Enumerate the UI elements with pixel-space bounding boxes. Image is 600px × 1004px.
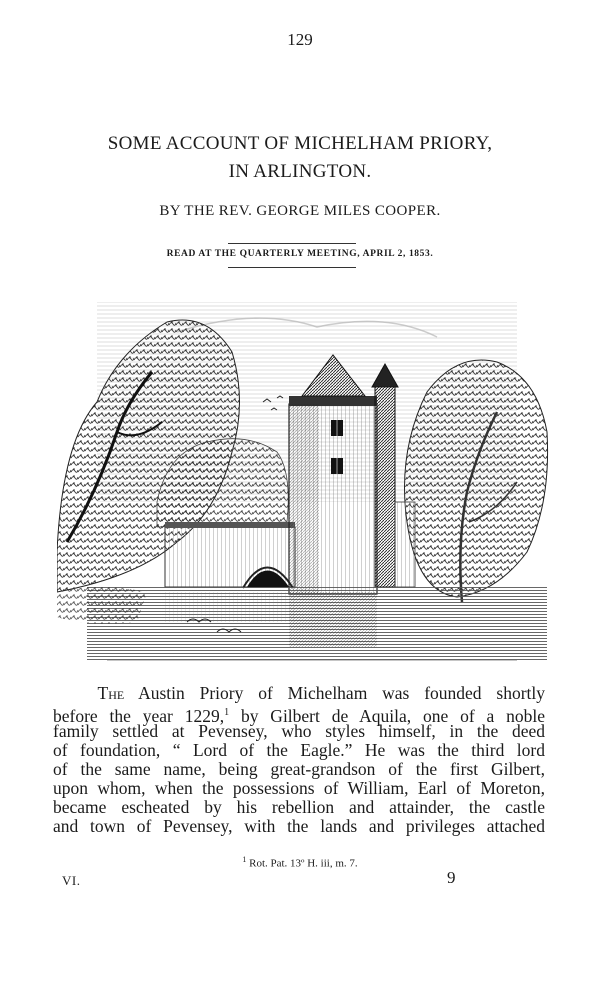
title-line-2: IN ARLINGTON. <box>228 161 372 182</box>
footnote-text: Rot. Pat. 13º H. iii, m. 7. <box>246 857 358 870</box>
footnote-marker: 1 <box>242 855 247 864</box>
volume-signature: VI. <box>62 873 81 888</box>
read-at-note: READ AT THE QUARTERLY MEETING, APRIL 2, 1853. <box>166 249 434 259</box>
footnote <box>0 855 600 870</box>
priory-engraving <box>57 292 551 666</box>
body-paragraph <box>53 684 545 836</box>
body-line-2-end: by Gilbert de Aquila, one of a noble <box>229 705 545 726</box>
body-line-4: of foundation, “ Lord of the Eagle.” He was the third lord <box>53 740 545 760</box>
body-line-3: family settled at Pevensey, who styles himself, in the deed <box>53 721 545 741</box>
body-line-2 <box>53 703 545 726</box>
stair-turret <box>375 387 395 587</box>
body-line-7: became escheated by his rebellion and attainder, the castle <box>53 797 545 817</box>
body-line-2-start: before the year 1229, <box>53 705 225 726</box>
body-line-6: upon whom, when the possessions of William, Earl of Moreton, <box>53 778 545 798</box>
sheet-signature: 9 <box>447 868 456 887</box>
footnote-ref: 1 <box>224 707 230 718</box>
author-line: BY THE REV. GEORGE MILES COOPER. <box>159 203 441 219</box>
article-title <box>0 130 600 186</box>
divider-rule-bottom <box>228 267 356 268</box>
drop-word: The <box>97 683 125 703</box>
body-line-5: of the same name, being great-grandson of the first Gilbert, <box>53 759 545 779</box>
title-line-1: SOME ACCOUNT OF MICHELHAM PRIORY, <box>107 133 493 154</box>
body-line-1-text: Austin Priory of Michelham was founded shortly <box>124 683 546 703</box>
body-line-1 <box>53 684 545 703</box>
right-tree <box>405 360 548 597</box>
body-line-8: and town of Pevensey, with the lands and privileges attached <box>53 816 545 836</box>
page-number: 129 <box>287 30 313 49</box>
divider-rule-top <box>228 243 356 244</box>
